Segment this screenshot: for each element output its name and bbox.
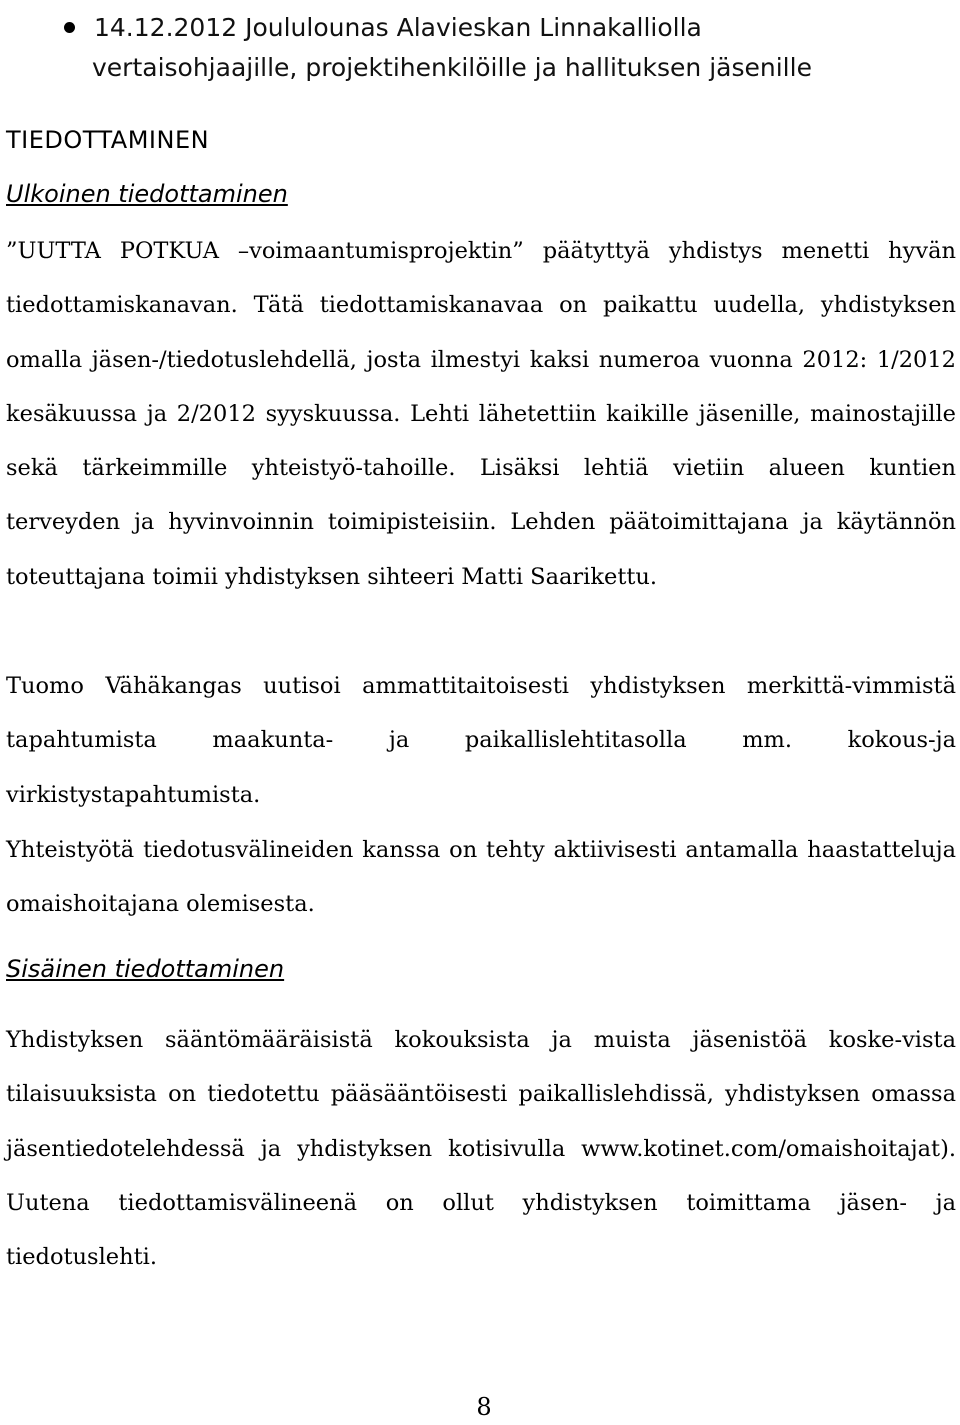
internal-paragraph-1: Yhdistyksen sääntömääräisistä kokouksista ja muista jäsenistöä koske-vista tilaisuuksista on tiedotettu pääsääntöisesti paikallislehdissä, yhdistyksen omassa jäsentiedotelehdessä ja yhdistyksen kotisivulla www.kotinet.com/omaishoitajat). Uutena tiedottamisvälineenä on ollut yhdistyksen toimittama jäsen- ja tiedotuslehti. (6, 1027, 956, 1271)
external-paragraph-3: Yhteistyötä tiedotusvälineiden kanssa on tehty aktiivisesti antamalla haastatteluja omaishoitajana olemisesta. (6, 837, 956, 918)
event-line-1: 14.12.2012 Joululounas Alavieskan Linnakalliolla (94, 13, 702, 42)
external-paragraph-1: ”UUTTA POTKUA –voimaantumisprojektin” päätyttyä yhdistys menetti hyvän tiedottamiskanavan. Tätä tiedottamiskanavaa on paikattu uudella, yhdistyksen omalla jäsen-/tiedotuslehdellä, josta ilmestyi kaksi numeroa vuonna 2012: 1/2012 kesäkuussa ja 2/2012 syyskuussa. Lehti lähetettiin kaikille jäsenille, mainostajille sekä tärkeimmille yhteistyö-tahoille. Lisäksi lehtiä vietiin alueen kuntien terveyden ja hyvinvoinnin toimipisteisiin. Lehden päätoimittajana ja käytännön toteuttajana toimii yhdistyksen sihteeri Matti Saarikettu. (6, 238, 956, 590)
event-line-2: vertaisohjaajille, projektihenkilöille ja hallituksen jäsenille (92, 53, 812, 82)
internal-communication-heading: Sisäinen tiedottaminen (6, 955, 285, 983)
page-number: 8 (476, 1393, 492, 1421)
section-title: TIEDOTTAMINEN (6, 126, 210, 154)
external-communication-heading: Ulkoinen tiedottaminen (6, 180, 288, 208)
bullet-icon (64, 22, 75, 33)
external-paragraph-2: Tuomo Vähäkangas uutisoi ammattitaitoisesti yhdistyksen merkittä-vimmistä tapahtumista maakunta- ja paikallislehtitasolla mm. kokous-ja virkistystapahtumista. (6, 673, 956, 808)
